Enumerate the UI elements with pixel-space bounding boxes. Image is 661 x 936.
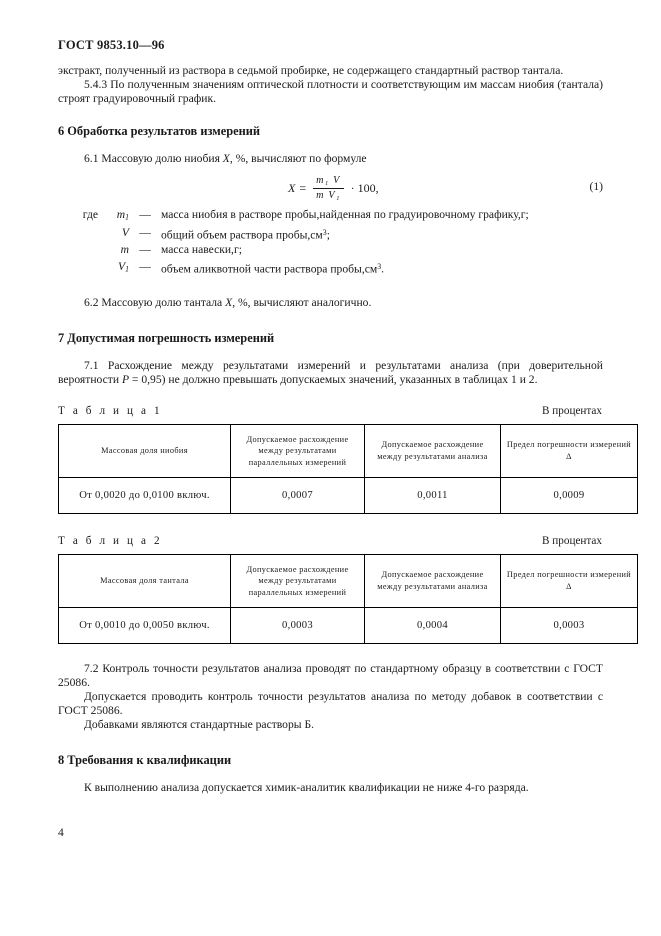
- where-item-row: [68, 208, 529, 225]
- table-1-cell-0-0: От 0,0020 до 0,0100 включ.: [59, 477, 231, 513]
- table-row: [59, 607, 638, 643]
- where-symbol-0: [103, 208, 137, 225]
- paragraph-7-4: Добавками являются стандартные растворы Б.: [84, 718, 315, 732]
- page-number: 4: [58, 826, 64, 839]
- symbol-base: m: [120, 243, 129, 257]
- paragraph-6-1-text-before: 6.1 Массовую долю ниобия: [84, 152, 223, 166]
- spacer: [58, 514, 603, 535]
- paragraph-6-2: [58, 296, 603, 310]
- page-content: [58, 64, 632, 796]
- table-2-cell-0-2: 0,0004: [365, 607, 501, 643]
- section-8-heading: 8 Требования к квалификации: [58, 753, 232, 768]
- formula-denominator: m V₁: [316, 189, 341, 201]
- where-spacer: [68, 226, 103, 243]
- table-1-cell-0-2: 0,0011: [365, 477, 501, 513]
- paragraph-5-4-3: 5.4.3 По полученным значениям оптической плотности и соответствующим им массам ниобия (тантала) строят градуировочный график.: [58, 78, 603, 106]
- table-1-header-0: Массовая доля ниобия: [59, 424, 231, 477]
- spacer: [58, 644, 603, 662]
- where-definition-0: масса ниобия в растворе пробы,найденная по градуировочному графику,г;: [161, 208, 529, 222]
- running-head: ГОСТ 9853.10—96: [58, 38, 165, 52]
- formula-fraction: [313, 176, 343, 200]
- where-symbol-3: [103, 260, 137, 277]
- formula-numerator: m₁ V: [316, 175, 341, 187]
- table-2-header-1: Допускаемое расхождение между результатами параллельных измерений: [231, 554, 365, 607]
- table-1-caption-row: [58, 405, 603, 420]
- symbol-base: V: [121, 225, 129, 239]
- table-2-header-0: Массовая доля тантала: [59, 554, 231, 607]
- formula-multiplier: · 100,: [350, 181, 379, 196]
- where-item-row: [68, 226, 529, 243]
- where-symbol-2: [103, 243, 137, 260]
- where-definition-2: масса навески,г;: [161, 243, 242, 257]
- section-7-heading: 7 Допустимая погрешность измерений: [58, 330, 275, 345]
- table-1-header-3: Предел погрешности измерений Δ: [501, 424, 638, 477]
- where-label: где: [82, 208, 98, 222]
- spacer: [58, 387, 603, 405]
- where-dash-2: —: [139, 243, 151, 257]
- variable-p: P: [121, 372, 130, 386]
- table-2-head: [59, 554, 638, 607]
- where-spacer: [68, 260, 103, 277]
- formula-1: [288, 176, 379, 200]
- paragraph-6-2-text-before: 6.2 Массовую долю тантала: [84, 295, 226, 309]
- table-1-cell-0-3: 0,0009: [501, 477, 638, 513]
- where-definitions-list: [68, 208, 529, 277]
- paragraph-7-3: Допускается проводить контроль точности результатов анализа по методу добавок в соответствии с ГОСТ 25086.: [58, 690, 603, 718]
- table-1: [58, 424, 638, 514]
- where-symbol-1: [103, 226, 137, 243]
- paragraph-7-1-text-b: = 0,95) не должно превышать допускаемых значений, указанных в таблицах 1 и 2.: [129, 372, 538, 386]
- spacer: [58, 166, 603, 174]
- symbol-base: V: [117, 260, 126, 274]
- where-dash-0: —: [139, 208, 151, 222]
- table-2-cell-0-0: От 0,0010 до 0,0050 включ.: [59, 607, 231, 643]
- section-6-heading: 6 Обработка результатов измерений: [58, 124, 261, 139]
- paragraph-6-1-text-after: , %, вычисляют по формуле: [229, 152, 367, 166]
- paragraph-7-2: 7.2 Контроль точности результатов анализа проводят по стандартному образцу в соответствии с ГОСТ 25086.: [58, 661, 603, 690]
- table-1-header-1: Допускаемое расхождение между результатами параллельных измерений: [231, 424, 365, 477]
- spacer: [58, 278, 603, 296]
- symbol-subscript: 1: [125, 265, 129, 275]
- table-1-head: [59, 424, 638, 477]
- superscript-3: 3: [377, 262, 382, 272]
- paragraph-continued: экстракт, полученный из раствора в седьмой пробирке, не содержащего стандартный раствор тантала.: [58, 64, 564, 77]
- table-2-header-2: Допускаемое расхождение между результатами анализа: [365, 554, 501, 607]
- table-2-header-3: Предел погрешности измерений Δ: [501, 554, 638, 607]
- spacer: [58, 139, 603, 152]
- where-dash-3: —: [139, 260, 151, 274]
- table-1-units: В процентах: [542, 404, 602, 417]
- table-2-units: В процентах: [542, 534, 602, 547]
- paragraph-8-1: К выполнению анализа допускается химик-аналитик квалификации не ниже 4-го разряда.: [84, 781, 529, 795]
- table-1-body: [59, 477, 638, 513]
- spacer: [58, 106, 603, 124]
- formula-row: [58, 174, 603, 208]
- table-1-caption: Т а б л и ц а 1: [58, 404, 163, 417]
- paragraph-6-2-text-after: , %, вычисляют аналогично.: [232, 295, 372, 309]
- table-2-cell-0-3: 0,0003: [501, 607, 638, 643]
- variable-x: X: [225, 295, 233, 309]
- spacer: [58, 310, 603, 331]
- table-2: [58, 554, 638, 644]
- table-header-row: [59, 554, 638, 607]
- paragraph-7-1-text-a: 7.1 Расхождение между результатами измерений и результатами анализа (при доверительной вероятности: [58, 358, 603, 386]
- where-item-row: [68, 260, 529, 277]
- table-2-caption: Т а б л и ц а 2: [58, 534, 163, 547]
- table-row: [59, 477, 638, 513]
- table-1-cell-0-1: 0,0007: [231, 477, 365, 513]
- table-2-body: [59, 607, 638, 643]
- paragraph-7-1: [58, 359, 603, 387]
- table-1-header-2: Допускаемое расхождение между результатами анализа: [365, 424, 501, 477]
- spacer: [58, 732, 603, 753]
- where-item-row: [68, 243, 529, 260]
- table-2-caption-row: [58, 535, 603, 550]
- spacer: [58, 768, 603, 781]
- where-dash-1: —: [139, 225, 151, 239]
- where-definition-3: объем аликвотной части раствора $пробы,см^3$.: [161, 262, 385, 276]
- variable-x: X: [222, 152, 230, 166]
- table-2-cell-0-1: 0,0003: [231, 607, 365, 643]
- superscript-3: 3: [322, 227, 327, 237]
- formula-lhs: X: [288, 181, 296, 196]
- symbol-base: m: [116, 208, 126, 222]
- spacer: [58, 346, 603, 359]
- where-spacer: [68, 243, 103, 260]
- table-header-row: [59, 424, 638, 477]
- paragraph-6-1: [58, 152, 603, 166]
- where-definition-1: общий объем раствора $пробы,см^3$;: [161, 227, 330, 242]
- formula-equals: =: [299, 181, 307, 196]
- symbol-subscript: 1: [125, 213, 129, 223]
- formula-number: (1): [589, 180, 603, 194]
